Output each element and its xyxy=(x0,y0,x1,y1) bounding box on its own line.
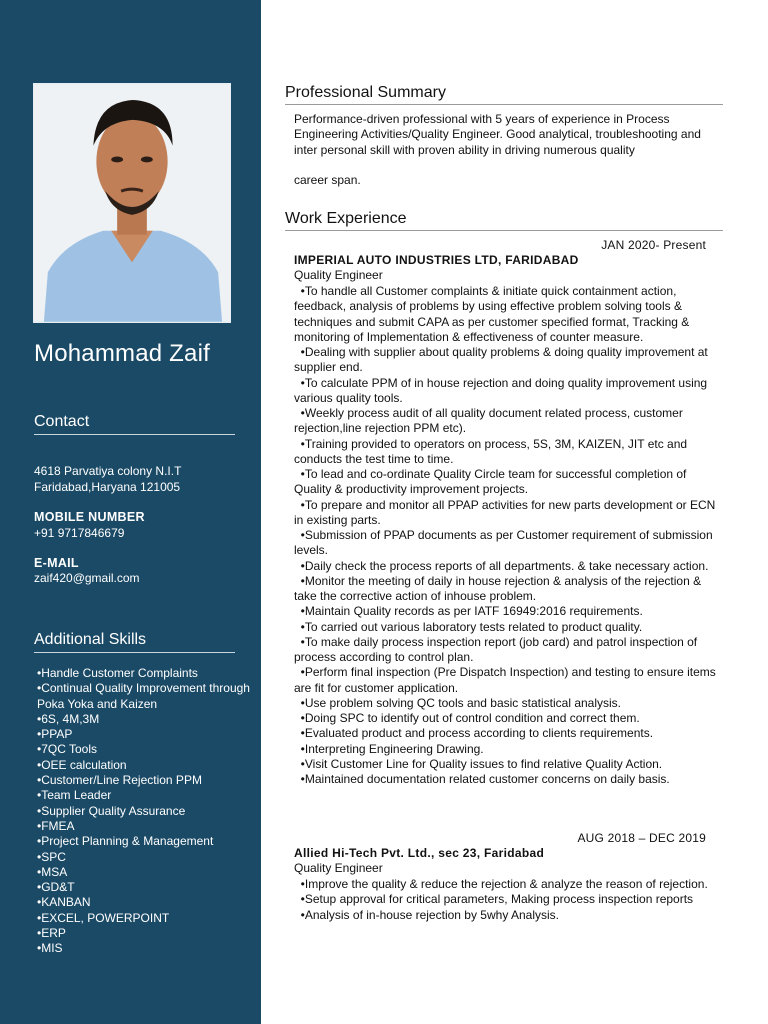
profile-photo xyxy=(33,83,231,323)
duty-item: • Analysis of in-house rejection by 5why Analysis. xyxy=(294,908,719,923)
skill-item: • MSA xyxy=(33,865,253,880)
skill-item: • PPAP xyxy=(33,727,253,742)
skill-item: • OEE calculation xyxy=(33,758,253,773)
skill-item: • EXCEL, POWERPOINT xyxy=(33,911,253,926)
mobile-label: MOBILE NUMBER xyxy=(34,510,145,524)
skill-item: • Continual Quality Improvement through Poka Yoka and Kaizen xyxy=(33,681,253,712)
skill-item: • Team Leader xyxy=(33,788,253,803)
mobile-number: +91 9717846679 xyxy=(34,526,125,540)
summary-tail: career span. xyxy=(294,173,361,187)
duty-item: • Dealing with supplier about quality problems & doing quality improvement at supplier end. xyxy=(294,345,719,376)
skill-item: • Supplier Quality Assurance xyxy=(33,804,253,819)
duty-item: • Training provided to operators on process, 5S, 3M, KAIZEN, JIT etc and conducts the test time to time. xyxy=(294,437,719,468)
duty-item: • Use problem solving QC tools and basic statistical analysis. xyxy=(294,696,719,711)
address-line-1: 4618 Parvatiya colony N.I.T xyxy=(34,464,182,478)
skill-item: • MIS xyxy=(33,941,253,956)
duty-item: • Weekly process audit of all quality document related process, customer rejection,line rejection PPM etc). xyxy=(294,406,719,437)
skill-item: • ERP xyxy=(33,926,253,941)
job-company: Allied Hi-Tech Pvt. Ltd., sec 23, Faridabad xyxy=(294,846,545,860)
skill-item: • GD&T xyxy=(33,880,253,895)
address-line-2: Faridabad,Haryana 121005 xyxy=(34,480,181,494)
duty-item: • Monitor the meeting of daily in house rejection & analysis of the rejection & take the corrective action of inhouse problem. xyxy=(294,574,719,605)
skills-heading: Additional Skills xyxy=(34,631,235,653)
skills-list xyxy=(33,666,253,957)
skill-item: • SPC xyxy=(33,850,253,865)
job-date: JAN 2020- Present xyxy=(601,238,706,252)
job-role: Quality Engineer xyxy=(294,861,383,875)
duty-item: • To calculate PPM of in house rejection and doing quality improvement using various quality tools. xyxy=(294,376,719,407)
contact-heading: Contact xyxy=(34,413,235,435)
skill-item: • KANBAN xyxy=(33,895,253,910)
duty-item: • Visit Customer Line for Quality issues to find relative Quality Action. xyxy=(294,757,719,772)
email-label: E-MAIL xyxy=(34,556,79,570)
skill-item: • Customer/Line Rejection PPM xyxy=(33,773,253,788)
duty-item: • To lead and co-ordinate Quality Circle team for successful completion of Quality & productivity improvement projects. xyxy=(294,467,719,498)
duty-item: • Setup approval for critical parameters, Making process inspection reports xyxy=(294,892,719,907)
email-address: zaif420@gmail.com xyxy=(34,571,140,585)
duty-item: • Maintain Quality records as per IATF 16949:2016 requirements. xyxy=(294,604,719,619)
duty-item: • Perform final inspection (Pre Dispatch Inspection) and testing to ensure items are fit for customer application. xyxy=(294,665,719,696)
sidebar xyxy=(0,0,261,1024)
skill-item: • 6S, 4M,3M xyxy=(33,712,253,727)
duty-item: • Submission of PPAP documents as per Customer requirement of submission levels. xyxy=(294,528,719,559)
job-role: Quality Engineer xyxy=(294,268,383,282)
job-duties xyxy=(294,877,719,923)
duty-item: • Doing SPC to identify out of control condition and correct them. xyxy=(294,711,719,726)
candidate-name: Mohammad Zaif xyxy=(34,340,210,367)
summary-heading: Professional Summary xyxy=(285,84,723,105)
skill-item: • FMEA xyxy=(33,819,253,834)
skill-item: • Handle Customer Complaints xyxy=(33,666,253,681)
summary-text: Performance-driven professional with 5 years of experience in Process Engineering Activities/Quality Engineer. Good analytical, troubleshooting and inter personal skill with proven ability in driving numerous quality xyxy=(294,112,701,157)
duty-item: • Improve the quality & reduce the rejection & analyze the reason of rejection. xyxy=(294,877,719,892)
address xyxy=(34,463,181,495)
duty-item: • To carried out various laboratory tests related to product quality. xyxy=(294,620,719,635)
skill-item: • 7QC Tools xyxy=(33,742,253,757)
duty-item: • To make daily process inspection report (job card) and patrol inspection of process according to control plan. xyxy=(294,635,719,666)
duty-item: • To prepare and monitor all PPAP activities for new parts development or ECN in existing parts. xyxy=(294,498,719,529)
duty-item: • Interpreting Engineering Drawing. xyxy=(294,742,719,757)
job-duties xyxy=(294,284,719,787)
skill-item: • Project Planning & Management xyxy=(33,834,253,849)
job-date: AUG 2018 – DEC 2019 xyxy=(577,831,706,845)
work-heading: Work Experience xyxy=(285,210,723,231)
duty-item: • To handle all Customer complaints & initiate quick containment action, feedback, analysis of problems by using effective problem solving tools & techniques and submit CAPA as per customer specified format, Tracking & monitoring of Implementation & effectiveness of counter measure. xyxy=(294,284,719,345)
portrait-illustration xyxy=(34,84,230,322)
duty-item: • Maintained documentation related customer concerns on daily basis. xyxy=(294,772,719,787)
job-company: IMPERIAL AUTO INDUSTRIES LTD, FARIDABAD xyxy=(294,253,579,267)
duty-item: • Daily check the process reports of all departments. & take necessary action. xyxy=(294,559,719,574)
duty-item: • Evaluated product and process according to clients requirements. xyxy=(294,726,719,741)
